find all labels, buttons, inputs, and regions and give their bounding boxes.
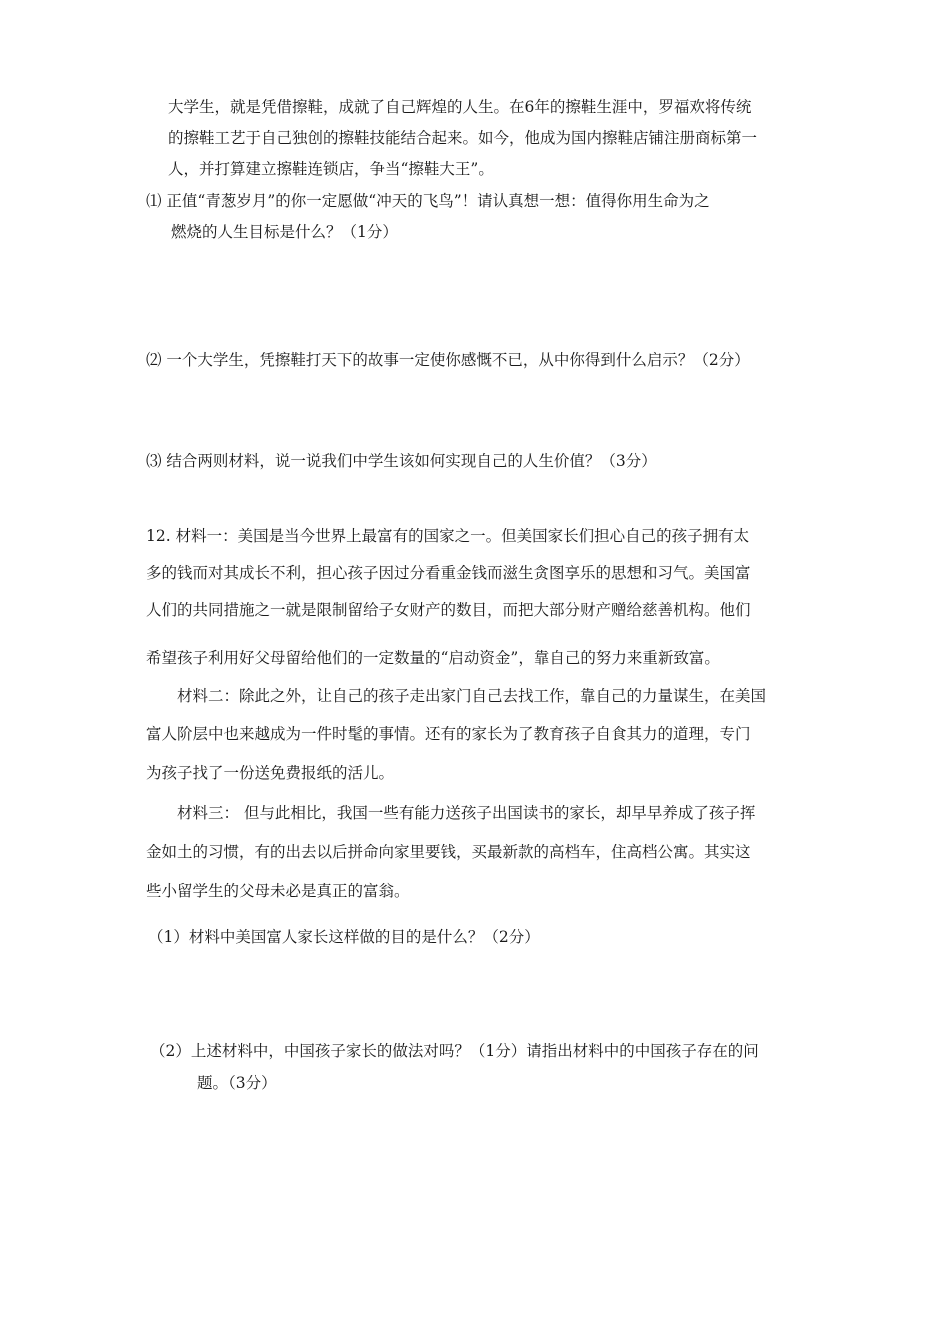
material-line: 为孩子找了一份送免费报纸的活儿。 [146, 764, 395, 782]
q12-sub2-line2: 题。（3分） [197, 1074, 277, 1092]
material-line: 12. 材料一：美国是当今世界上最富有的国家之一。但美国家长们担心自己的孩子拥有太 [146, 527, 750, 545]
intro-line: 的擦鞋工艺于自己独创的擦鞋技能结合起来。如今，他成为国内擦鞋店铺注册商标第一 [168, 129, 758, 147]
q11-sub1-line1: ⑴ 正值“青葱岁月”的你一定愿做“冲天的飞鸟”！请认真想一想：值得你用生命为之 [146, 192, 710, 210]
material-line: 金如土的习惯，有的出去以后拼命向家里要钱，买最新款的高档车，住高档公寓。其实这 [146, 843, 751, 861]
material-line: 希望孩子利用好父母留给他们的一定数量的“启动资金”，靠自己的努力来重新致富。 [146, 649, 720, 667]
material-line: 材料二：除此之外，让自己的孩子走出家门自己去找工作，靠自己的力量谋生，在美国 [177, 687, 767, 705]
intro-line: 人，并打算建立擦鞋连锁店，争当“擦鞋大王”。 [168, 160, 494, 178]
q11-sub2: ⑵ 一个大学生，凭擦鞋打天下的故事一定使你感慨不已，从中你得到什么启示？（2分） [146, 351, 750, 369]
material-line: 些小留学生的父母未必是真正的富翁。 [146, 882, 410, 900]
q12-sub2-line1: （2）上述材料中，中国孩子家长的做法对吗？（1分）请指出材料中的中国孩子存在的问 [150, 1042, 759, 1060]
material-line: 人们的共同措施之一就是限制留给子女财产的数目，而把大部分财产赠给慈善机构。他们 [146, 601, 751, 619]
intro-line: 大学生，就是凭借擦鞋，成就了自己辉煌的人生。在6年的擦鞋生涯中，罗福欢将传统 [168, 98, 752, 116]
material-line: 富人阶层中也来越成为一件时髦的事情。还有的家长为了教育孩子自食其力的道理，专门 [146, 725, 751, 743]
material-line: 多的钱而对其成长不利，担心孩子因过分看重金钱而滋生贪图享乐的思想和习气。美国富 [146, 564, 751, 582]
q12-sub1: （1）材料中美国富人家长这样做的目的是什么？（2分） [148, 928, 540, 946]
q11-sub1-line2: 燃烧的人生目标是什么？（1分） [171, 223, 398, 241]
material-line: 材料三： 但与此相比，我国一些有能力送孩子出国读书的家长，却早早养成了孩子挥 [177, 804, 756, 822]
q11-sub3: ⑶ 结合两则材料，说一说我们中学生该如何实现自己的人生价值？（3分） [146, 452, 657, 470]
